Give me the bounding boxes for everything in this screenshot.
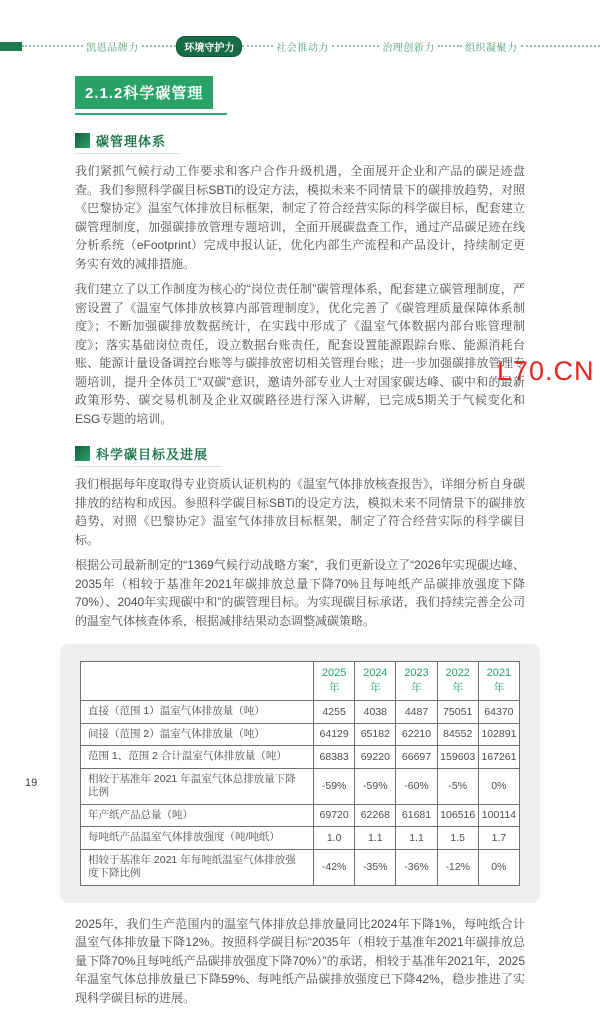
table-cell: 102891 bbox=[478, 723, 519, 746]
nav-dotted-divider bbox=[142, 45, 177, 47]
nav-dotted-divider bbox=[242, 45, 273, 47]
table-cell: 69720 bbox=[314, 804, 355, 827]
table-year-header: 2021 年 bbox=[478, 662, 519, 701]
paragraph: 我们紧抓气候行动工作要求和客户合作升级机遇，全面展开企业和产品的碳足迹盘查。我们参照科学碳目标SBTi的设定方法，模拟未来不同情景下的碳排放趋势，对照《巴黎协定》温室气体排放目标框架，制定了符合经营实际的科学碳目标，配套建立碳管理制度，加强碳排放管理专题培训，全面开展碳盘查工作，通过产品碳足迹在线分析系统（eFootprint）完成申报认证，优化内部生产流程和产品设计，持续制定更务实有效的减排措施。 bbox=[75, 164, 525, 271]
table-cell: -35% bbox=[355, 849, 396, 885]
table-cell: 1.1 bbox=[396, 827, 437, 850]
closing-paragraph: 2025年，我们生产范围内的温室气体排放总排放量同比2024年下降1%，每吨纸合计温室气体排放量下降12%。按照科学碳目标“2035年（相较于基准年2021年碳排放总量下降70%且每吨纸产品碳排放强度下降70%）”的承诺，相较于基准年2021年，2025年温室气体总排放量已下降59%、每吨纸产品碳排放强度已下降42%，稳步推进了实现科学碳目标的进展。 bbox=[75, 916, 525, 1005]
table-cell: -5% bbox=[437, 768, 478, 804]
table-cell: 66697 bbox=[396, 746, 437, 769]
table-row bbox=[81, 746, 520, 769]
table-cell: 167261 bbox=[478, 746, 519, 769]
chapter-nav bbox=[0, 38, 600, 54]
table-year-header: 2024 年 bbox=[355, 662, 396, 701]
table-cell: -59% bbox=[314, 768, 355, 804]
table-row-label: 间接（范围 2）温室气体排放量（吨） bbox=[81, 723, 314, 746]
table-row-label: 年产纸产品总量（吨） bbox=[81, 804, 314, 827]
table-cell: -36% bbox=[396, 849, 437, 885]
table-header-row bbox=[81, 662, 520, 701]
table-row-label: 每吨纸产品温室气体排放强度（吨/吨纸） bbox=[81, 827, 314, 850]
table-cell: 100114 bbox=[478, 804, 519, 827]
table-cell: 68383 bbox=[314, 746, 355, 769]
subsection-header-science-carbon-targets bbox=[75, 444, 222, 467]
table-cell: 1.1 bbox=[355, 827, 396, 850]
nav-dotted-divider bbox=[438, 45, 462, 47]
table-row bbox=[81, 849, 520, 885]
nav-dotted-divider bbox=[22, 45, 83, 47]
section-title: 2.1.2科学碳管理 bbox=[75, 76, 213, 109]
table-cell: 61681 bbox=[396, 804, 437, 827]
table-row bbox=[81, 768, 520, 804]
table-cell: 62210 bbox=[396, 723, 437, 746]
table-cell: 1.7 bbox=[478, 827, 519, 850]
nav-tab-organization[interactable]: 组织凝聚力 bbox=[465, 42, 518, 54]
nav-dotted-divider bbox=[332, 45, 379, 47]
watermark: L70.CN bbox=[497, 356, 595, 386]
paragraph: 我们根据每年度取得专业资质认证机构的《温室气体排放核查报告》，详细分析自身碳排放的结构和成因。参照科学碳目标SBTi的设定方法，模拟未来不同情景下的碳排放趋势，对照《巴黎协定》温室气体排放目标框架，制定了符合经营实际的科学碳目标。 bbox=[75, 477, 526, 547]
paragraph: 我们建立了以工作制度为核心的“岗位责任制”碳管理体系，配套建立碳管理制度，严密设置了《温室气体排放核算内部管理制度》，优化完善了《碳管理质量保障体系制度》；不断加强碳排放数据统计，在实践中形成了《温室气体数据内部台账管理制度》；落实基础岗位责任，设立数据台账责任，配套设置能源跟踪台账、能源消耗台账、能源计量设备调控台账等与碳排放密切相关管理台账；进一步加强碳排放管理专题培训，提升全体员工“双碳”意识，邀请外部专业人士对国家碳达峰、碳中和的最新政策形势、碳交易机制及企业双碳路径进行深入讲解，已完成5期关于气候变化和ESG专题的培训。 bbox=[75, 282, 525, 426]
table-cell: -60% bbox=[396, 768, 437, 804]
nav-tab-governance[interactable]: 治理创新力 bbox=[382, 42, 435, 54]
table-row bbox=[81, 827, 520, 850]
table-cell: 0% bbox=[478, 768, 519, 804]
table-cell: -59% bbox=[355, 768, 396, 804]
title-underline bbox=[75, 113, 227, 115]
table-year-header: 2022 年 bbox=[437, 662, 478, 701]
table-cell: 1.0 bbox=[314, 827, 355, 850]
table-row-label: 相较于基准年 2021 年温室气体总排放量下降比例 bbox=[81, 768, 314, 804]
nav-dotted-divider bbox=[521, 45, 600, 47]
table-cell: 64370 bbox=[478, 701, 519, 724]
table-row bbox=[81, 701, 520, 724]
table-row-label: 范围 1、范围 2 合计温室气体排放量（吨） bbox=[81, 746, 314, 769]
table-cell: 75051 bbox=[437, 701, 478, 724]
green-square-bullet-icon bbox=[75, 446, 90, 461]
nav-edge-marker bbox=[0, 42, 22, 51]
subsection-header-carbon-management bbox=[75, 131, 180, 154]
table-year-header: 2025 年 bbox=[314, 662, 355, 701]
subsection-heading: 科学碳目标及进展 bbox=[96, 447, 209, 462]
table-cell: 84552 bbox=[437, 723, 478, 746]
table-cell: 159603 bbox=[437, 746, 478, 769]
table-cell: 4038 bbox=[355, 701, 396, 724]
nav-tab-society[interactable]: 社会推动力 bbox=[276, 42, 329, 54]
table-corner-cell bbox=[81, 662, 314, 701]
table-row bbox=[81, 723, 520, 746]
emissions-table-panel bbox=[60, 644, 540, 903]
table-row-label: 相较于基准年 2021 年每吨纸温室气体排放强度下降比例 bbox=[81, 849, 314, 885]
paragraph: 根据公司最新制定的“1369气候行动战略方案”，我们更新设立了“2026年实现碳达峰、2035年（相较于基准年2021年碳排放总量下降70%且每吨纸产品碳排放强度下降70%）、2040年实现碳中和”的碳管理目标。为实现碳目标承诺，我们持续完善全公司的温室气体核查体系，根据减排结果动态调整减碳策略。 bbox=[75, 558, 525, 628]
page-number: 19 bbox=[25, 777, 38, 789]
table-cell: 64129 bbox=[314, 723, 355, 746]
table-year-header: 2023 年 bbox=[396, 662, 437, 701]
subsection-heading: 碳管理体系 bbox=[96, 134, 167, 149]
table-cell: 62268 bbox=[355, 804, 396, 827]
page-content bbox=[75, 76, 525, 1014]
table-cell: 106516 bbox=[437, 804, 478, 827]
table-cell: -42% bbox=[314, 849, 355, 885]
nav-tab-brand[interactable]: 凯恩品牌力 bbox=[86, 42, 139, 54]
table-cell: 4255 bbox=[314, 701, 355, 724]
emissions-table bbox=[80, 661, 520, 886]
green-square-bullet-icon bbox=[75, 133, 90, 148]
table-cell: 65182 bbox=[355, 723, 396, 746]
table-cell: 4487 bbox=[396, 701, 437, 724]
nav-tab-environment-active[interactable]: 环境守护力 bbox=[176, 36, 242, 57]
table-cell: -12% bbox=[437, 849, 478, 885]
table-cell: 69220 bbox=[355, 746, 396, 769]
table-row bbox=[81, 804, 520, 827]
table-cell: 1.5 bbox=[437, 827, 478, 850]
table-row-label: 直接（范围 1）温室气体排放量（吨） bbox=[81, 701, 314, 724]
table-cell: 0% bbox=[478, 849, 519, 885]
